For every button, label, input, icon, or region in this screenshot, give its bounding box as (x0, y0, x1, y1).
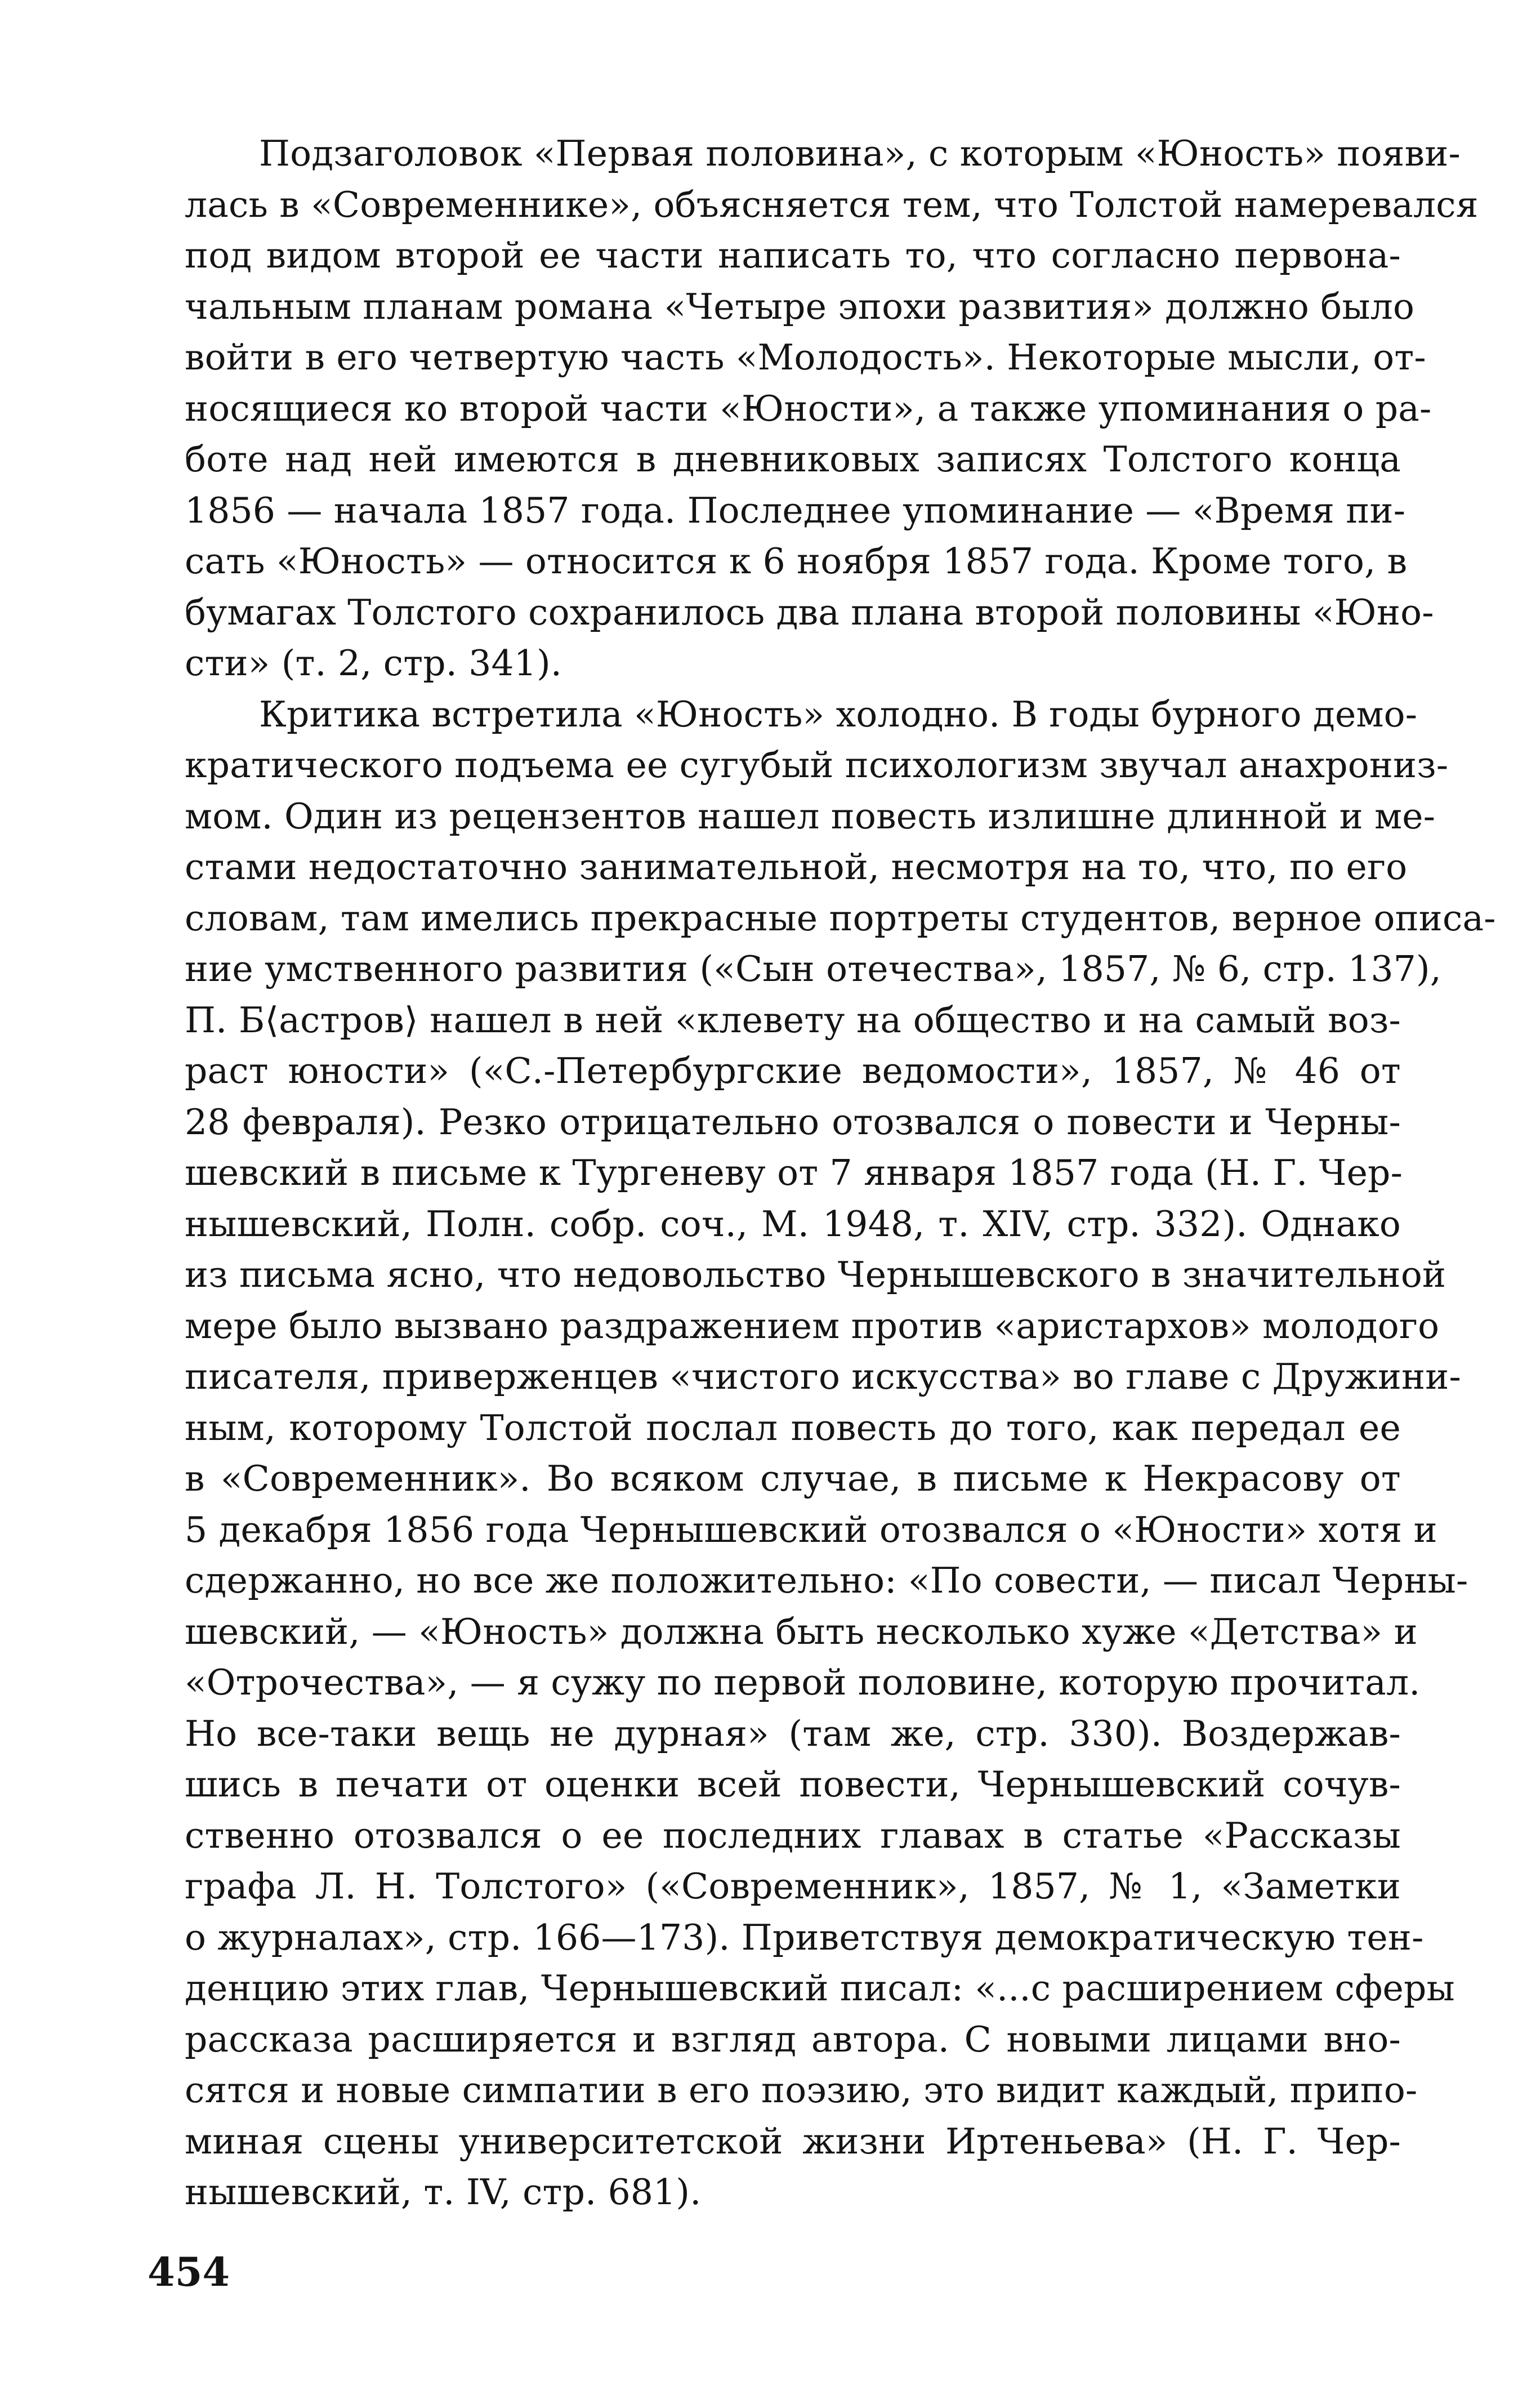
text-line: рассказа расширяется и взгляд автора. С новыми лицами вно- (185, 2018, 1401, 2060)
text-line: лась в «Современнике», объясняется тем, что Толстой намеревался (185, 184, 1479, 225)
text-line: ным, которому Толстой послал повесть до того, как передал ее (185, 1407, 1401, 1448)
text-line: бумагах Толстого сохранилось два плана второй половины «Юно- (185, 591, 1434, 633)
text-line: денцию этих глав, Чернышевский писал: «...с расширением сферы (185, 1968, 1455, 2009)
text-line: носящиеся ко второй части «Юности», а также упоминания о ра- (185, 387, 1432, 429)
text-line: Но все-таки вещь не дурная» (там же, стр. 330). Воздержав- (185, 1713, 1401, 1754)
text-line: под видом второй ее части написать то, что согласно первона- (185, 235, 1401, 276)
text-line: графа Л. Н. Толстого» («Современник», 1857, № 1, «Заметки (185, 1866, 1401, 1907)
text-line: боте над ней имеются в дневниковых записях Толстого конца (185, 439, 1401, 480)
text-line: сти» (т. 2, стр. 341). (185, 643, 562, 684)
text-line: о журналах», стр. 166—173). Приветствуя демократическую тен- (185, 1916, 1424, 1958)
text-line: сятся и новые симпатии в его поэзию, это видит каждый, припо- (185, 2070, 1418, 2111)
text-line: 1856 — начала 1857 года. Последнее упоминание — «Время пи- (185, 489, 1406, 531)
text-line: кратического подъема ее сугубый психологизм звучал анахрониз- (185, 744, 1449, 786)
text-line: сдержанно, но все же положительно: «По совести, — писал Черны- (185, 1560, 1468, 1601)
text-line: словам, там имелись прекрасные портреты студентов, верное описа- (185, 897, 1496, 939)
text-line: сать «Юность» — относится к 6 ноября 1857 года. Кроме того, в (185, 541, 1408, 582)
text-line: нышевский, т. IV, стр. 681). (185, 2171, 702, 2213)
text-line: писателя, приверженцев «чистого искусства» во главе с Дружини- (185, 1356, 1461, 1397)
text-line: «Отрочества», — я сужу по первой половине, которую прочитал. (185, 1662, 1421, 1703)
text-line: шевский, — «Юность» должна быть несколько хуже «Детства» и (185, 1611, 1418, 1652)
text-line: П. Б⟨астров⟩ нашел в ней «клевету на общество и на самый воз- (185, 999, 1401, 1041)
text-line: из письма ясно, что недовольство Чернышевского в значительной (185, 1254, 1446, 1295)
text-line: мере было вызвано раздражением против «аристархов» молодого (185, 1305, 1440, 1346)
text-line: ние умственного развития («Сын отечества», 1857, № 6, стр. 137), (185, 948, 1442, 989)
text-line: миная сцены университетской жизни Иртеньева» (Н. Г. Чер- (185, 2120, 1401, 2162)
text-line: войти в его четвертую часть «Молодость». Некоторые мысли, от- (185, 337, 1426, 378)
body-text (185, 128, 1496, 2218)
text-line: нышевский, Полн. собр. соч., М. 1948, т. XIV, стр. 332). Однако (185, 1203, 1401, 1245)
text-line: шись в печати от оценки всей повести, Чернышевский сочув- (185, 1764, 1401, 1805)
text-line: 28 февраля). Резко отрицательно отозвался о повести и Черны- (185, 1101, 1401, 1143)
text-line: в «Современник». Во всяком случае, в письме к Некрасову от (185, 1458, 1401, 1499)
text-line: Критика встретила «Юность» холодно. В годы бурного демо- (259, 693, 1418, 735)
text-line: раст юности» («С.-Петербургские ведомости», 1857, № 46 от (185, 1050, 1401, 1091)
page-number: 454 (148, 2249, 230, 2295)
text-line: ственно отозвался о ее последних главах в статье «Рассказы (185, 1814, 1401, 1856)
text-line: 5 декабря 1856 года Чернышевский отозвался о «Юности» хотя и (185, 1509, 1437, 1550)
text-line: чальным планам романа «Четыре эпохи развития» должно было (185, 286, 1415, 327)
text-line: Подзаголовок «Первая половина», с которым «Юность» появи- (259, 133, 1461, 174)
text-line: стами недостаточно занимательной, несмотря на то, что, по его (185, 846, 1408, 888)
text-line: шевский в письме к Тургеневу от 7 января 1857 года (Н. Г. Чер- (185, 1152, 1403, 1193)
text-line: мом. Один из рецензентов нашел повесть излишне длинной и ме- (185, 795, 1436, 837)
